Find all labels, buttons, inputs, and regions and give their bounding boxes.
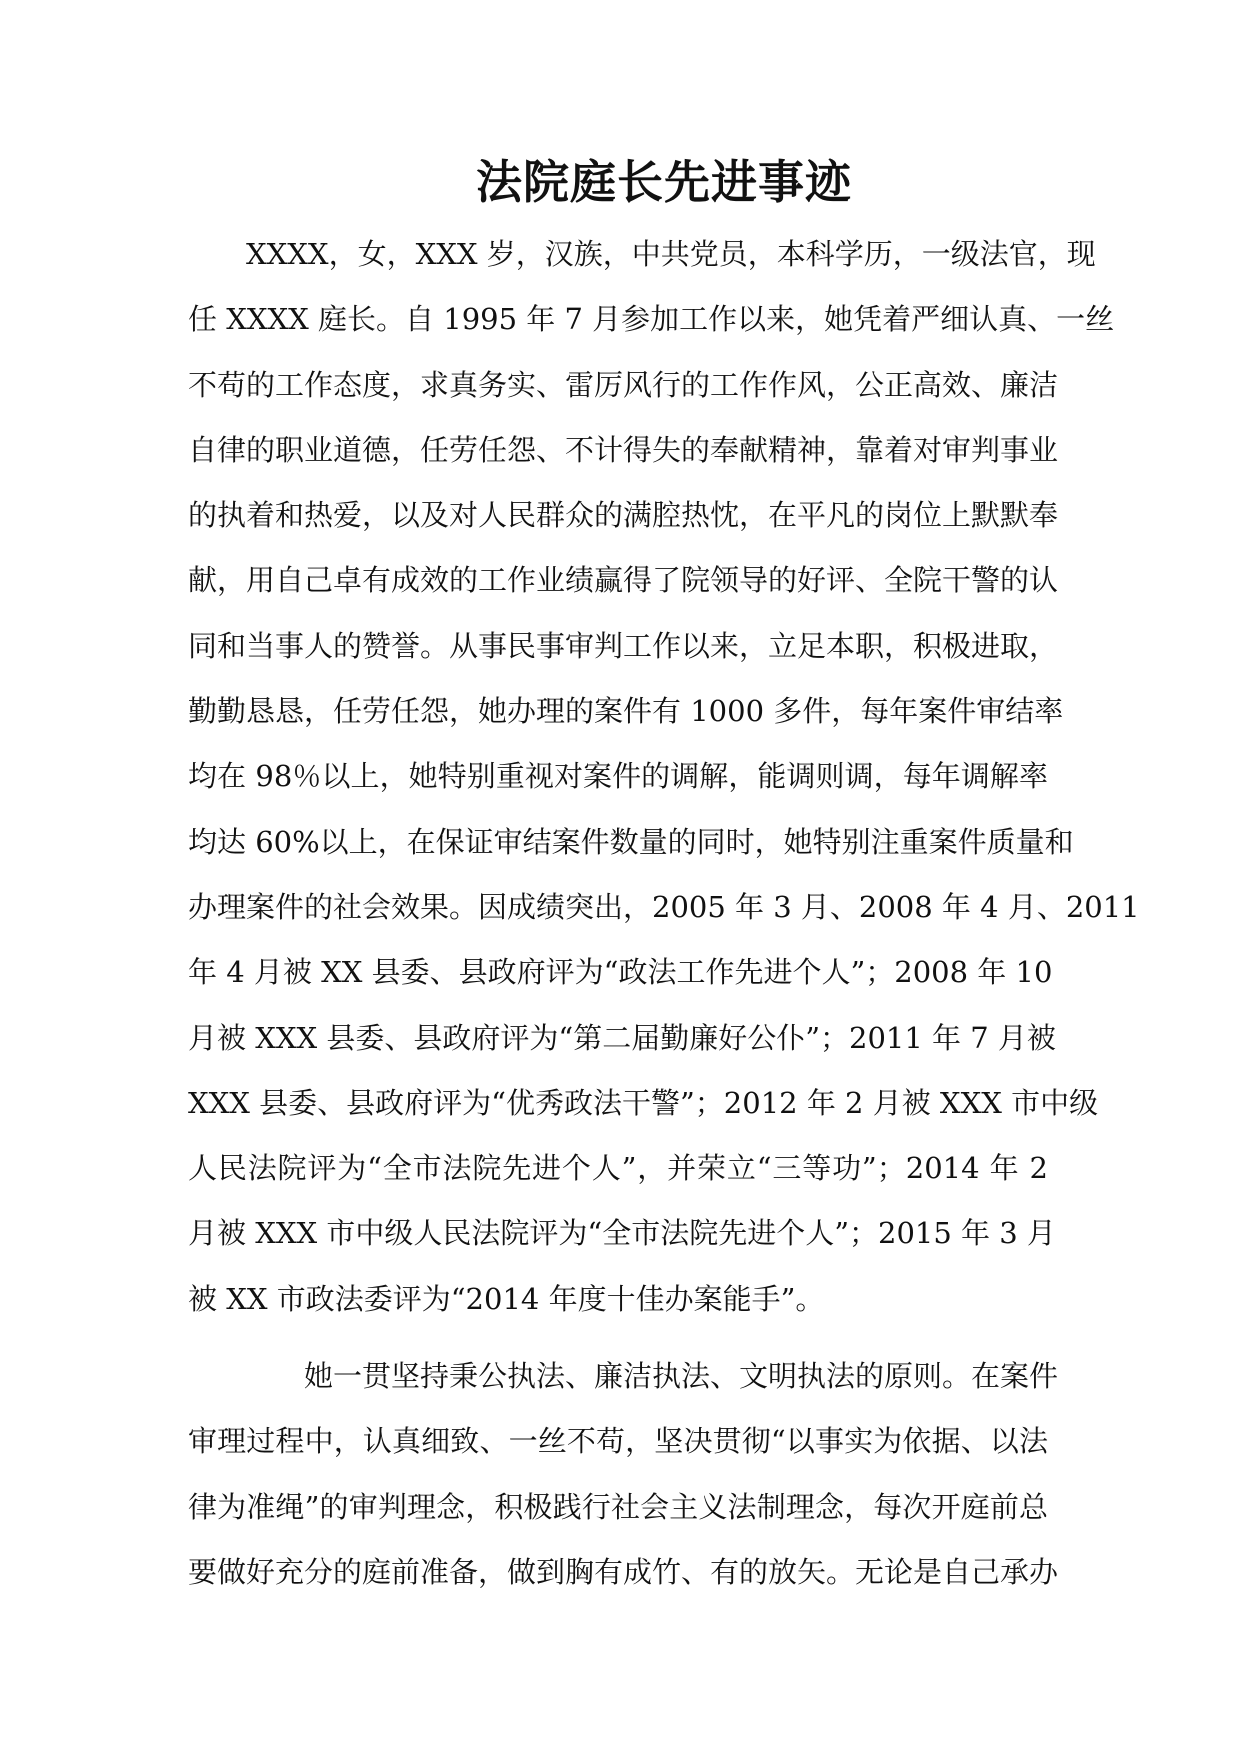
paragraph-line: 均达 60%以上，在保证审结案件数量的同时，她特别注重案件质量和 — [188, 824, 1074, 859]
paragraph-line: 律为准绳”的审判理念，积极践行社会主义法制理念，每次开庭前总 — [188, 1489, 1048, 1524]
paragraph-line: 要做好充分的庭前准备，做到胸有成竹、有的放矢。无论是自己承办 — [188, 1554, 1059, 1589]
paragraph-line: 均在 98％以上，她特别重视对案件的调解，能调则调，每年调解率 — [188, 759, 1048, 794]
paragraph-line: XXXX，女，XXX 岁，汉族，中共党员，本科学历，一级法官，现 — [246, 237, 1096, 271]
paragraph-line: 审理过程中，认真细致、一丝不苟，坚决贯彻“以事实为依据、以法 — [188, 1424, 1048, 1459]
paragraph-gap — [188, 1332, 1048, 1344]
paragraph-1 — [188, 222, 1140, 1332]
paragraph-line: 被 XX 市政法委评为“2014 年度十佳办案能手”。 — [188, 1281, 825, 1316]
paragraph-line: 同和当事人的赞誉。从事民事审判工作以来，立足本职，积极进取， — [188, 628, 1059, 663]
paragraph-line: 的执着和热爱，以及对人民群众的满腔热忱，在平凡的岗位上默默奉 — [188, 498, 1059, 533]
paragraph-2 — [188, 1344, 1059, 1605]
paragraph-line: 年 4 月被 XX 县委、县政府评为“政法工作先进个人”；2008 年 10 — [188, 955, 1053, 990]
document-body — [188, 222, 1140, 1605]
paragraph-line: 献，用自己卓有成效的工作业绩赢得了院领导的好评、全院干警的认 — [188, 563, 1059, 598]
paragraph-line: 勤勤恳恳，任劳任怨，她办理的案件有 1000 多件，每年案件审结率 — [188, 694, 1064, 729]
paragraph-line: 月被 XXX 县委、县政府评为“第二届勤廉好公仆”；2011 年 7 月被 — [188, 1020, 1056, 1055]
paragraph-line: 人民法院评为“全市法院先进个人”，并荣立“三等功”；2014 年 2 — [188, 1151, 1048, 1186]
paragraph-line: 自律的职业道德，任劳任怨、不计得失的奉献精神，靠着对审判事业 — [188, 432, 1059, 467]
paragraph-line: 她一贯坚持秉公执法、廉洁执法、文明执法的原则。在案件 — [304, 1359, 1059, 1394]
paragraph-line: 办理案件的社会效果。因成绩突出，2005 年 3 月、2008 年 4 月、2011 — [188, 889, 1140, 924]
paragraph-line: 月被 XXX 市中级人民法院评为“全市法院先进个人”；2015 年 3 月 — [188, 1216, 1056, 1251]
document-title: 法院庭长先进事迹 — [476, 155, 852, 209]
paragraph-line: 不苟的工作态度，求真务实、雷厉风行的工作作风，公正高效、廉洁 — [188, 367, 1059, 402]
paragraph-line: XXX 县委、县政府评为“优秀政法干警”；2012 年 2 月被 XXX 市中级 — [188, 1085, 1099, 1120]
paragraph-line: 任 XXXX 庭长。自 1995 年 7 月参加工作以来，她凭着严细认真、一丝 — [188, 302, 1115, 337]
